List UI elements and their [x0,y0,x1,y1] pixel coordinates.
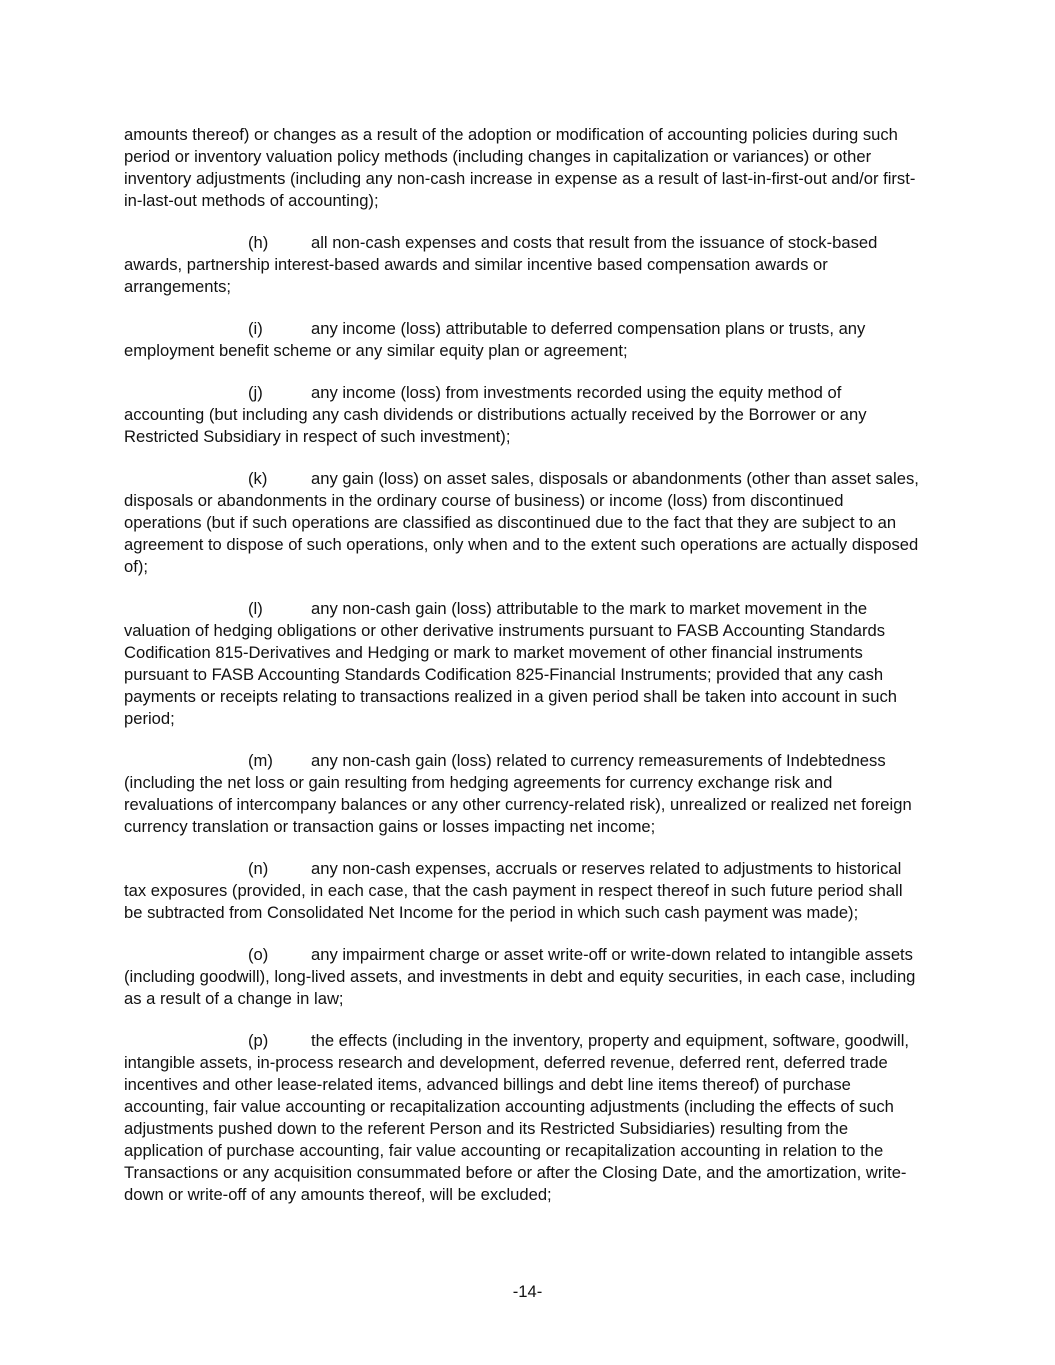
clause-i [124,318,924,362]
clause-label: (i) [248,319,263,338]
clause-text: all non-cash expenses and costs that result from the issuance of stock-based awards, partnership interest-based awards and similar incentive based compensation awards or arrangements; [124,233,878,296]
clause-label: (p) [248,1031,269,1050]
clause-o [124,944,924,1010]
clause-text: the effects (including in the inventory, property and equipment, software, goodwill, intangible assets, in-process research and development, deferred revenue, deferred rent, deferred trade incentives and other lease-related items, advanced billings and debt line items thereof) of purchase accounting, fair value accounting or recapitalization accounting adjustments (including the effects of such adjustments pushed down to the referent Person and its Restricted Subsidiaries) resulting from the application of purchase accounting, fair value accounting or recapitalization accounting in relation to the Transactions or any acquisition consummated before or after the Closing Date, and the amortization, write-down or write-off of any amounts thereof, will be excluded; [124,1031,910,1204]
clause-label: (m) [248,751,273,770]
clause-label: (j) [248,383,263,402]
clause-text: any income (loss) from investments recorded using the equity method of accounting (but including any cash dividends or distributions actually received by the Borrower or any Restricted Subsidiary in respect of such investment); [124,383,867,446]
clause-label: (o) [248,945,269,964]
clause-m [124,750,924,838]
clause-j [124,382,924,448]
clause-label: (n) [248,859,269,878]
clause-k [124,468,924,578]
clause-text: any gain (loss) on asset sales, disposals or abandonments (other than asset sales, disposals or abandonments in the ordinary course of business) or income (loss) from discontinued operations (but if such operations are classified as discontinued due to the fact that they are subject to an agreement to dispose of such operations, only when and to the extent such operations are actually disposed of); [124,469,919,576]
clause-n [124,858,924,924]
clause-text: any non-cash expenses, accruals or reserves related to adjustments to historical tax exposures (provided, in each case, that the cash payment in respect thereof in such future period shall be subtracted from Consolidated Net Income for the period in which such cash payment was made); [124,859,903,922]
intro-paragraph: amounts thereof) or changes as a result of the adoption or modification of accounting policies during such period or inventory valuation policy methods (including changes in capitalization or variances) or other inventory adjustments (including any non-cash increase in expense as a result of last-in-first-out and/or first-in-last-out methods of accounting); [124,125,916,210]
clause-label: (l) [248,599,263,618]
clause-l [124,598,924,730]
clause-text: any non-cash gain (loss) related to currency remeasurements of Indebtedness (including the net loss or gain resulting from hedging agreements for currency exchange risk and revaluations of intercompany balances or any other currency-related risk), unrealized or realized net foreign currency translation or transaction gains or losses impacting net income; [124,751,912,836]
page-number: -14- [512,1282,543,1301]
clause-text: any impairment charge or asset write-off or write-down related to intangible assets (including goodwill), long-lived assets, and investments in debt and equity securities, in each case, including as a result of a change in law; [124,945,916,1008]
clause-p [124,1030,924,1206]
clause-label: (h) [248,233,269,252]
clause-label: (k) [248,469,268,488]
clause-text: any non-cash gain (loss) attributable to the mark to market movement in the valuation of hedging obligations or other derivative instruments pursuant to FASB Accounting Standards Codification 815-Derivatives and Hedging or mark to market movement of other financial instruments pursuant to FASB Accounting Standards Codification 825-Financial Instruments; provided that any cash payments or receipts relating to transactions realized in a given period shall be taken into account in such period; [124,599,897,728]
clause-h [124,232,924,298]
document-body [124,124,924,1226]
clause-text: any income (loss) attributable to deferred compensation plans or trusts, any employment benefit scheme or any similar equity plan or agreement; [124,319,866,360]
